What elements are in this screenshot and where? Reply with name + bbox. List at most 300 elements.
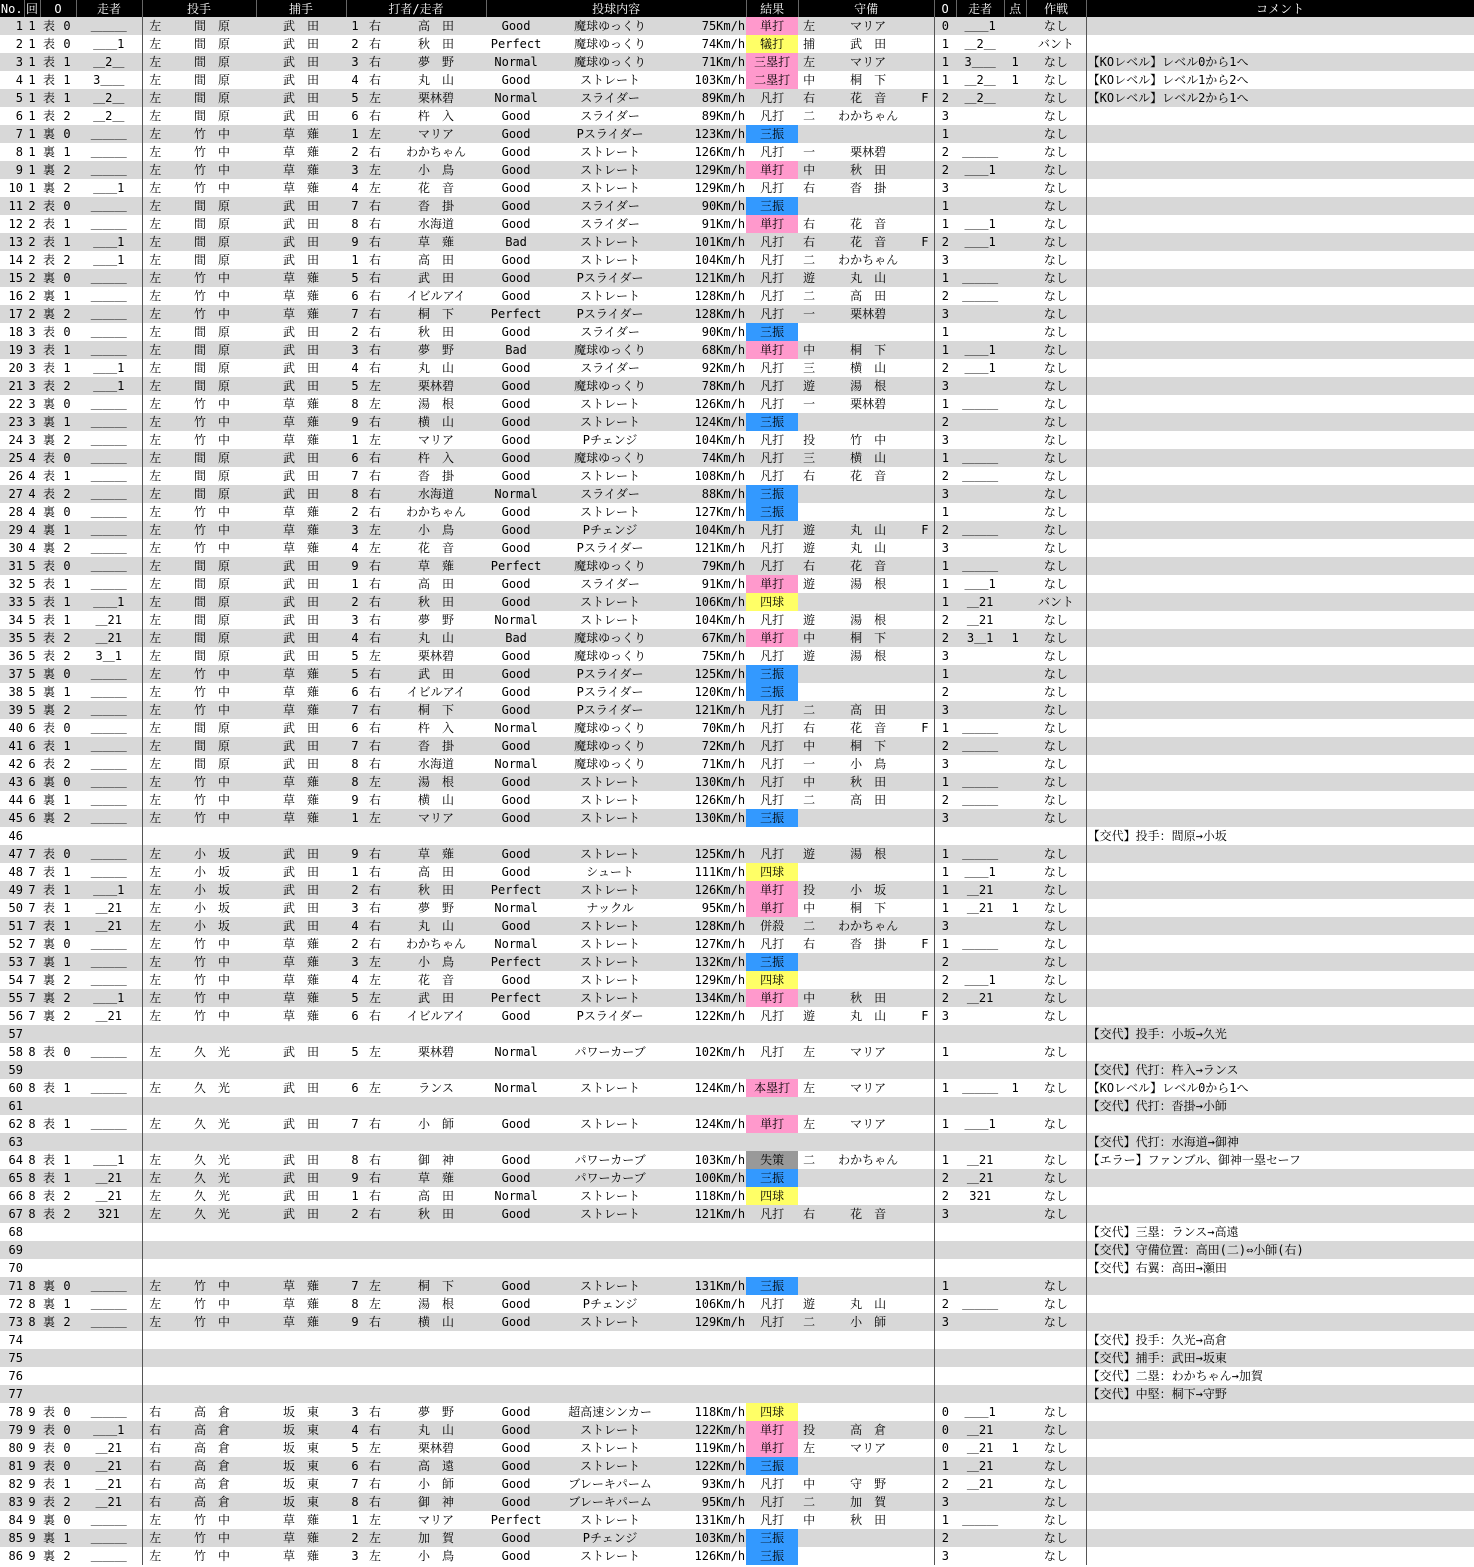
cell-half: 表 [40, 251, 58, 269]
cell-catcher: 武 田 [256, 251, 346, 269]
cell-quality: Good [486, 809, 546, 827]
cell-runs [1004, 791, 1026, 809]
cell-field-pos [798, 809, 820, 827]
cell-fielder: 守 野 [820, 1475, 916, 1493]
cell-fly: F [916, 89, 934, 107]
cell-runners-after [956, 647, 1004, 665]
cell-runs [1004, 1097, 1026, 1115]
cell-no: 74 [0, 1331, 24, 1349]
cell-quality [486, 1133, 546, 1151]
cell-batter [386, 1061, 486, 1079]
cell-strategy: なし [1026, 143, 1086, 161]
cell-inning: 3 [24, 377, 40, 395]
cell-strategy: なし [1026, 359, 1086, 377]
header-no: No. [0, 1, 23, 16]
cell-strategy: バント [1026, 593, 1086, 611]
cell-catcher: 武 田 [256, 467, 346, 485]
cell-runs [1004, 413, 1026, 431]
cell-pitch-type [546, 1349, 674, 1367]
cell-no: 21 [0, 377, 24, 395]
cell-pitch-type: スライダー [546, 323, 674, 341]
cell-batter-hand [364, 1223, 386, 1241]
cell-runs [1004, 1115, 1026, 1133]
cell-fielder [820, 1457, 916, 1475]
cell-field-pos: 一 [798, 755, 820, 773]
cell-runs [1004, 935, 1026, 953]
cell-half: 裏 [40, 809, 58, 827]
cell-comment: 【KOレベル】レベル0から1へ [1086, 1079, 1474, 1097]
cell-runs [1004, 503, 1026, 521]
cell-batter: イビルアイ [386, 683, 486, 701]
cell-runners-after [956, 1241, 1004, 1259]
cell-batter-hand: 右 [364, 1457, 386, 1475]
cell-no: 26 [0, 467, 24, 485]
cell-comment [1086, 593, 1474, 611]
cell-order: 6 [346, 107, 364, 125]
cell-pitch-type: ストレート [546, 881, 674, 899]
cell-half: 表 [40, 359, 58, 377]
cell-outs-after: 1 [934, 593, 956, 611]
cell-result: 凡打 [746, 1295, 798, 1313]
cell-runners-after: ＿＿＿ [956, 719, 1004, 737]
cell-outs-after: 2 [934, 467, 956, 485]
cell-speed: 122Km/h [674, 1007, 746, 1025]
cell-batter: 横 山 [386, 1313, 486, 1331]
cell-result: 四球 [746, 971, 798, 989]
cell-strategy: なし [1026, 1421, 1086, 1439]
cell-outs-after: 3 [934, 485, 956, 503]
cell-catcher: 武 田 [256, 647, 346, 665]
cell-fielder: 高 田 [820, 701, 916, 719]
cell-order [346, 1367, 364, 1385]
cell-batter-hand: 右 [364, 917, 386, 935]
cell-order: 8 [346, 1295, 364, 1313]
cell-pitch-type: 魔球ゆっくり [546, 53, 674, 71]
cell-comment [1086, 1403, 1474, 1421]
cell-runners-after: ＿21 [956, 881, 1004, 899]
cell-catcher: 武 田 [256, 53, 346, 71]
cell-batter-hand: 左 [364, 179, 386, 197]
cell-runners: ＿＿＿ [76, 323, 142, 341]
cell-runners-after [956, 251, 1004, 269]
cell-pitch-type: Pスライダー [546, 125, 674, 143]
cell-comment [1086, 503, 1474, 521]
table-row [0, 1169, 1474, 1187]
cell-runners-after [956, 125, 1004, 143]
cell-batter [386, 1331, 486, 1349]
cell-quality: Bad [486, 629, 546, 647]
cell-order: 2 [346, 593, 364, 611]
cell-runners: ＿＿＿ [76, 539, 142, 557]
cell-fly [916, 197, 934, 215]
cell-order: 2 [346, 323, 364, 341]
cell-runners [76, 1025, 142, 1043]
cell-runs [1004, 251, 1026, 269]
cell-fly [916, 215, 934, 233]
cell-speed: 101Km/h [674, 233, 746, 251]
cell-no: 27 [0, 485, 24, 503]
cell-fielder: 桐 下 [820, 899, 916, 917]
cell-runners-after: ＿21 [956, 989, 1004, 1007]
cell-runs [1004, 1151, 1026, 1169]
cell-pitch-type: スライダー [546, 89, 674, 107]
cell-fly [916, 665, 934, 683]
cell-batter-hand: 右 [364, 737, 386, 755]
cell-runs [1004, 1493, 1026, 1511]
table-row [0, 665, 1474, 683]
cell-result: 失策 [746, 1151, 798, 1169]
cell-no: 25 [0, 449, 24, 467]
cell-catcher: 武 田 [256, 719, 346, 737]
cell-half: 裏 [40, 431, 58, 449]
cell-no: 24 [0, 431, 24, 449]
cell-outs-after: 1 [934, 881, 956, 899]
cell-speed: 71Km/h [674, 755, 746, 773]
cell-fielder: 丸 山 [820, 269, 916, 287]
cell-quality: Perfect [486, 881, 546, 899]
cell-order: 2 [346, 881, 364, 899]
cell-pitcher-hand: 左 [142, 161, 168, 179]
cell-no: 86 [0, 1547, 24, 1565]
cell-result: 三振 [746, 1277, 798, 1295]
cell-pitch-type: Pチェンジ [546, 1529, 674, 1547]
cell-half: 表 [40, 1169, 58, 1187]
cell-field-pos: 遊 [798, 575, 820, 593]
cell-pitch-type: シュート [546, 863, 674, 881]
cell-quality: Perfect [486, 557, 546, 575]
cell-outs: 0 [58, 1439, 76, 1457]
cell-strategy: なし [1026, 323, 1086, 341]
cell-inning [24, 1349, 40, 1367]
cell-fly [916, 1439, 934, 1457]
cell-runners [76, 1331, 142, 1349]
cell-batter-hand: 右 [364, 143, 386, 161]
cell-pitcher: 間 原 [168, 251, 256, 269]
cell-pitcher: 竹 中 [168, 413, 256, 431]
cell-runners: ＿＿＿ [76, 215, 142, 233]
cell-outs: 2 [58, 629, 76, 647]
cell-pitcher: 竹 中 [168, 1277, 256, 1295]
cell-pitch-type: ストレート [546, 989, 674, 1007]
cell-runners-after: ＿＿1 [956, 161, 1004, 179]
cell-batter-hand: 左 [364, 161, 386, 179]
cell-runners: ＿＿＿ [76, 395, 142, 413]
cell-order: 8 [346, 1151, 364, 1169]
cell-no: 44 [0, 791, 24, 809]
cell-comment [1086, 611, 1474, 629]
cell-result: 三振 [746, 323, 798, 341]
cell-field-pos: 右 [798, 1205, 820, 1223]
cell-quality: Good [486, 1403, 546, 1421]
cell-outs-after: 1 [934, 557, 956, 575]
cell-inning: 1 [24, 125, 40, 143]
cell-speed: 103Km/h [674, 71, 746, 89]
cell-runners-after: ＿＿1 [956, 341, 1004, 359]
cell-pitch-type: ストレート [546, 791, 674, 809]
cell-batter-hand: 左 [364, 395, 386, 413]
cell-fielder [820, 323, 916, 341]
cell-speed: 134Km/h [674, 989, 746, 1007]
cell-outs: 2 [58, 1187, 76, 1205]
cell-outs: 2 [58, 971, 76, 989]
cell-pitcher: 間 原 [168, 197, 256, 215]
cell-field-pos: 右 [798, 557, 820, 575]
cell-inning: 3 [24, 395, 40, 413]
cell-half: 表 [40, 1475, 58, 1493]
cell-strategy [1026, 1241, 1086, 1259]
cell-no: 50 [0, 899, 24, 917]
cell-strategy [1026, 1259, 1086, 1277]
cell-batter [386, 1367, 486, 1385]
cell-outs-after: 3 [934, 107, 956, 125]
cell-batter: 杵 入 [386, 449, 486, 467]
cell-batter [386, 1223, 486, 1241]
cell-fielder: 小 鳥 [820, 755, 916, 773]
cell-batter-hand [364, 1241, 386, 1259]
cell-order [346, 1061, 364, 1079]
cell-pitcher: 久 光 [168, 1151, 256, 1169]
cell-order: 9 [346, 233, 364, 251]
cell-field-pos [798, 827, 820, 845]
cell-fielder [820, 683, 916, 701]
cell-runs [1004, 269, 1026, 287]
cell-outs: 1 [58, 575, 76, 593]
cell-fly [916, 1115, 934, 1133]
cell-pitcher: 小 坂 [168, 881, 256, 899]
cell-field-pos: 二 [798, 251, 820, 269]
cell-inning: 4 [24, 521, 40, 539]
cell-catcher: 武 田 [256, 107, 346, 125]
cell-order [346, 1259, 364, 1277]
cell-comment [1086, 773, 1474, 791]
cell-comment [1086, 1529, 1474, 1547]
cell-inning: 9 [24, 1439, 40, 1457]
cell-outs: 1 [58, 1079, 76, 1097]
cell-runners-after [956, 809, 1004, 827]
cell-pitch-type: Pスライダー [546, 539, 674, 557]
cell-comment [1086, 557, 1474, 575]
cell-pitch-type [546, 1133, 674, 1151]
cell-fly: F [916, 719, 934, 737]
cell-no: 64 [0, 1151, 24, 1169]
cell-inning: 1 [24, 35, 40, 53]
cell-batter: 加 賀 [386, 1529, 486, 1547]
cell-batter-hand: 右 [364, 1115, 386, 1133]
cell-comment [1086, 485, 1474, 503]
cell-strategy: なし [1026, 647, 1086, 665]
cell-outs-after: 3 [934, 701, 956, 719]
cell-strategy: なし [1026, 701, 1086, 719]
cell-runs [1004, 287, 1026, 305]
cell-batter: 小 鳥 [386, 1547, 486, 1565]
cell-comment [1086, 809, 1474, 827]
cell-fly [916, 107, 934, 125]
cell-half: 裏 [40, 305, 58, 323]
cell-catcher: 草 薙 [256, 683, 346, 701]
cell-pitch-type: 超高速シンカー [546, 1403, 674, 1421]
cell-pitch-type: ストレート [546, 161, 674, 179]
table-row [0, 467, 1474, 485]
cell-half: 表 [40, 197, 58, 215]
cell-outs: 1 [58, 593, 76, 611]
cell-no: 15 [0, 269, 24, 287]
cell-pitcher-hand: 左 [142, 1511, 168, 1529]
cell-order: 3 [346, 521, 364, 539]
cell-speed: 67Km/h [674, 629, 746, 647]
cell-pitcher-hand: 左 [142, 413, 168, 431]
cell-outs: 1 [58, 1169, 76, 1187]
cell-quality: Good [486, 1457, 546, 1475]
cell-runners-after [956, 1277, 1004, 1295]
cell-batter: 丸 山 [386, 359, 486, 377]
cell-inning: 1 [24, 179, 40, 197]
cell-runs [1004, 1223, 1026, 1241]
cell-pitcher-hand [142, 1025, 168, 1043]
cell-pitcher-hand: 左 [142, 359, 168, 377]
cell-outs-after: 3 [934, 1493, 956, 1511]
cell-quality: Good [486, 17, 546, 35]
cell-pitch-type: ストレート [546, 611, 674, 629]
table-row [0, 917, 1474, 935]
cell-inning: 2 [24, 305, 40, 323]
cell-pitcher: 竹 中 [168, 179, 256, 197]
cell-runners: ＿＿＿ [76, 1313, 142, 1331]
cell-fly [916, 809, 934, 827]
cell-pitcher-hand [142, 1097, 168, 1115]
cell-catcher: 草 薙 [256, 269, 346, 287]
cell-batter: 夢 野 [386, 899, 486, 917]
cell-strategy [1026, 1133, 1086, 1151]
cell-quality: Good [486, 1169, 546, 1187]
cell-runners-after [956, 179, 1004, 197]
cell-pitch-type: ストレート [546, 971, 674, 989]
cell-fielder [820, 1547, 916, 1565]
cell-comment [1086, 1475, 1474, 1493]
cell-runners: ＿＿1 [76, 377, 142, 395]
cell-batter: 桐 下 [386, 305, 486, 323]
cell-runners: ＿＿＿ [76, 1511, 142, 1529]
table-row [0, 881, 1474, 899]
cell-no: 18 [0, 323, 24, 341]
cell-speed: 125Km/h [674, 665, 746, 683]
cell-batter: 草 薙 [386, 1169, 486, 1187]
cell-order: 7 [346, 305, 364, 323]
cell-fielder: 桐 下 [820, 737, 916, 755]
cell-runs [1004, 1277, 1026, 1295]
cell-catcher: 草 薙 [256, 971, 346, 989]
cell-pitcher: 間 原 [168, 737, 256, 755]
cell-inning: 6 [24, 791, 40, 809]
cell-runs [1004, 89, 1026, 107]
cell-outs: 1 [58, 1115, 76, 1133]
cell-pitcher: 竹 中 [168, 1313, 256, 1331]
cell-half [40, 827, 58, 845]
cell-outs-after: 2 [934, 989, 956, 1007]
cell-runners: ＿＿＿ [76, 755, 142, 773]
cell-no: 43 [0, 773, 24, 791]
cell-runs [1004, 521, 1026, 539]
cell-batter-hand: 右 [364, 863, 386, 881]
cell-pitch-type [546, 1241, 674, 1259]
cell-strategy: なし [1026, 1151, 1086, 1169]
cell-pitcher: 間 原 [168, 17, 256, 35]
cell-field-pos: 二 [798, 107, 820, 125]
cell-pitcher: 間 原 [168, 467, 256, 485]
cell-order: 4 [346, 1421, 364, 1439]
cell-fly [916, 1151, 934, 1169]
cell-batter: 沓 掛 [386, 467, 486, 485]
cell-runners: ＿＿＿ [76, 701, 142, 719]
cell-batter-hand [364, 1097, 386, 1115]
cell-pitcher: 竹 中 [168, 395, 256, 413]
cell-fielder [820, 1403, 916, 1421]
cell-fielder [820, 665, 916, 683]
cell-batter-hand: 左 [364, 1277, 386, 1295]
cell-runners: ＿＿＿ [76, 575, 142, 593]
cell-order: 2 [346, 503, 364, 521]
cell-quality: Normal [486, 1043, 546, 1061]
cell-fielder: 花 音 [820, 215, 916, 233]
cell-outs-after: 1 [934, 269, 956, 287]
cell-runs [1004, 971, 1026, 989]
table-row [0, 161, 1474, 179]
cell-comment: 【交代】代打：沓掛→小師 [1086, 1097, 1474, 1115]
cell-strategy: なし [1026, 1475, 1086, 1493]
cell-order: 3 [346, 953, 364, 971]
cell-quality: Good [486, 467, 546, 485]
cell-order: 3 [346, 1403, 364, 1421]
cell-pitcher-hand: 左 [142, 737, 168, 755]
cell-pitcher-hand [142, 1061, 168, 1079]
cell-outs: 2 [58, 305, 76, 323]
cell-outs-after: 1 [934, 575, 956, 593]
cell-outs: 0 [58, 17, 76, 35]
cell-outs-after: 3 [934, 1007, 956, 1025]
cell-runners-after: ＿21 [956, 1169, 1004, 1187]
cell-inning: 8 [24, 1079, 40, 1097]
cell-result: 凡打 [746, 647, 798, 665]
cell-result [746, 1259, 798, 1277]
cell-speed: 118Km/h [674, 1187, 746, 1205]
cell-pitcher-hand: 左 [142, 593, 168, 611]
cell-fielder: マリア [820, 53, 916, 71]
cell-batter: 横 山 [386, 413, 486, 431]
cell-strategy: なし [1026, 1169, 1086, 1187]
cell-pitcher: 竹 中 [168, 431, 256, 449]
cell-half: 裏 [40, 125, 58, 143]
cell-field-pos [798, 1097, 820, 1115]
cell-catcher: 武 田 [256, 17, 346, 35]
cell-field-pos: 一 [798, 305, 820, 323]
cell-fly [916, 287, 934, 305]
cell-batter-hand: 右 [364, 719, 386, 737]
cell-catcher: 武 田 [256, 755, 346, 773]
cell-runs [1004, 1169, 1026, 1187]
cell-speed: 125Km/h [674, 845, 746, 863]
cell-result: 三振 [746, 125, 798, 143]
cell-result: 凡打 [746, 1511, 798, 1529]
cell-quality: Normal [486, 89, 546, 107]
cell-inning [24, 1331, 40, 1349]
cell-outs: 1 [58, 341, 76, 359]
cell-field-pos: 中 [798, 71, 820, 89]
cell-runners-after [956, 1547, 1004, 1565]
cell-pitcher: 竹 中 [168, 1295, 256, 1313]
cell-catcher: 武 田 [256, 737, 346, 755]
cell-field-pos: 投 [798, 1421, 820, 1439]
cell-pitcher: 間 原 [168, 719, 256, 737]
cell-batter-hand: 右 [364, 845, 386, 863]
